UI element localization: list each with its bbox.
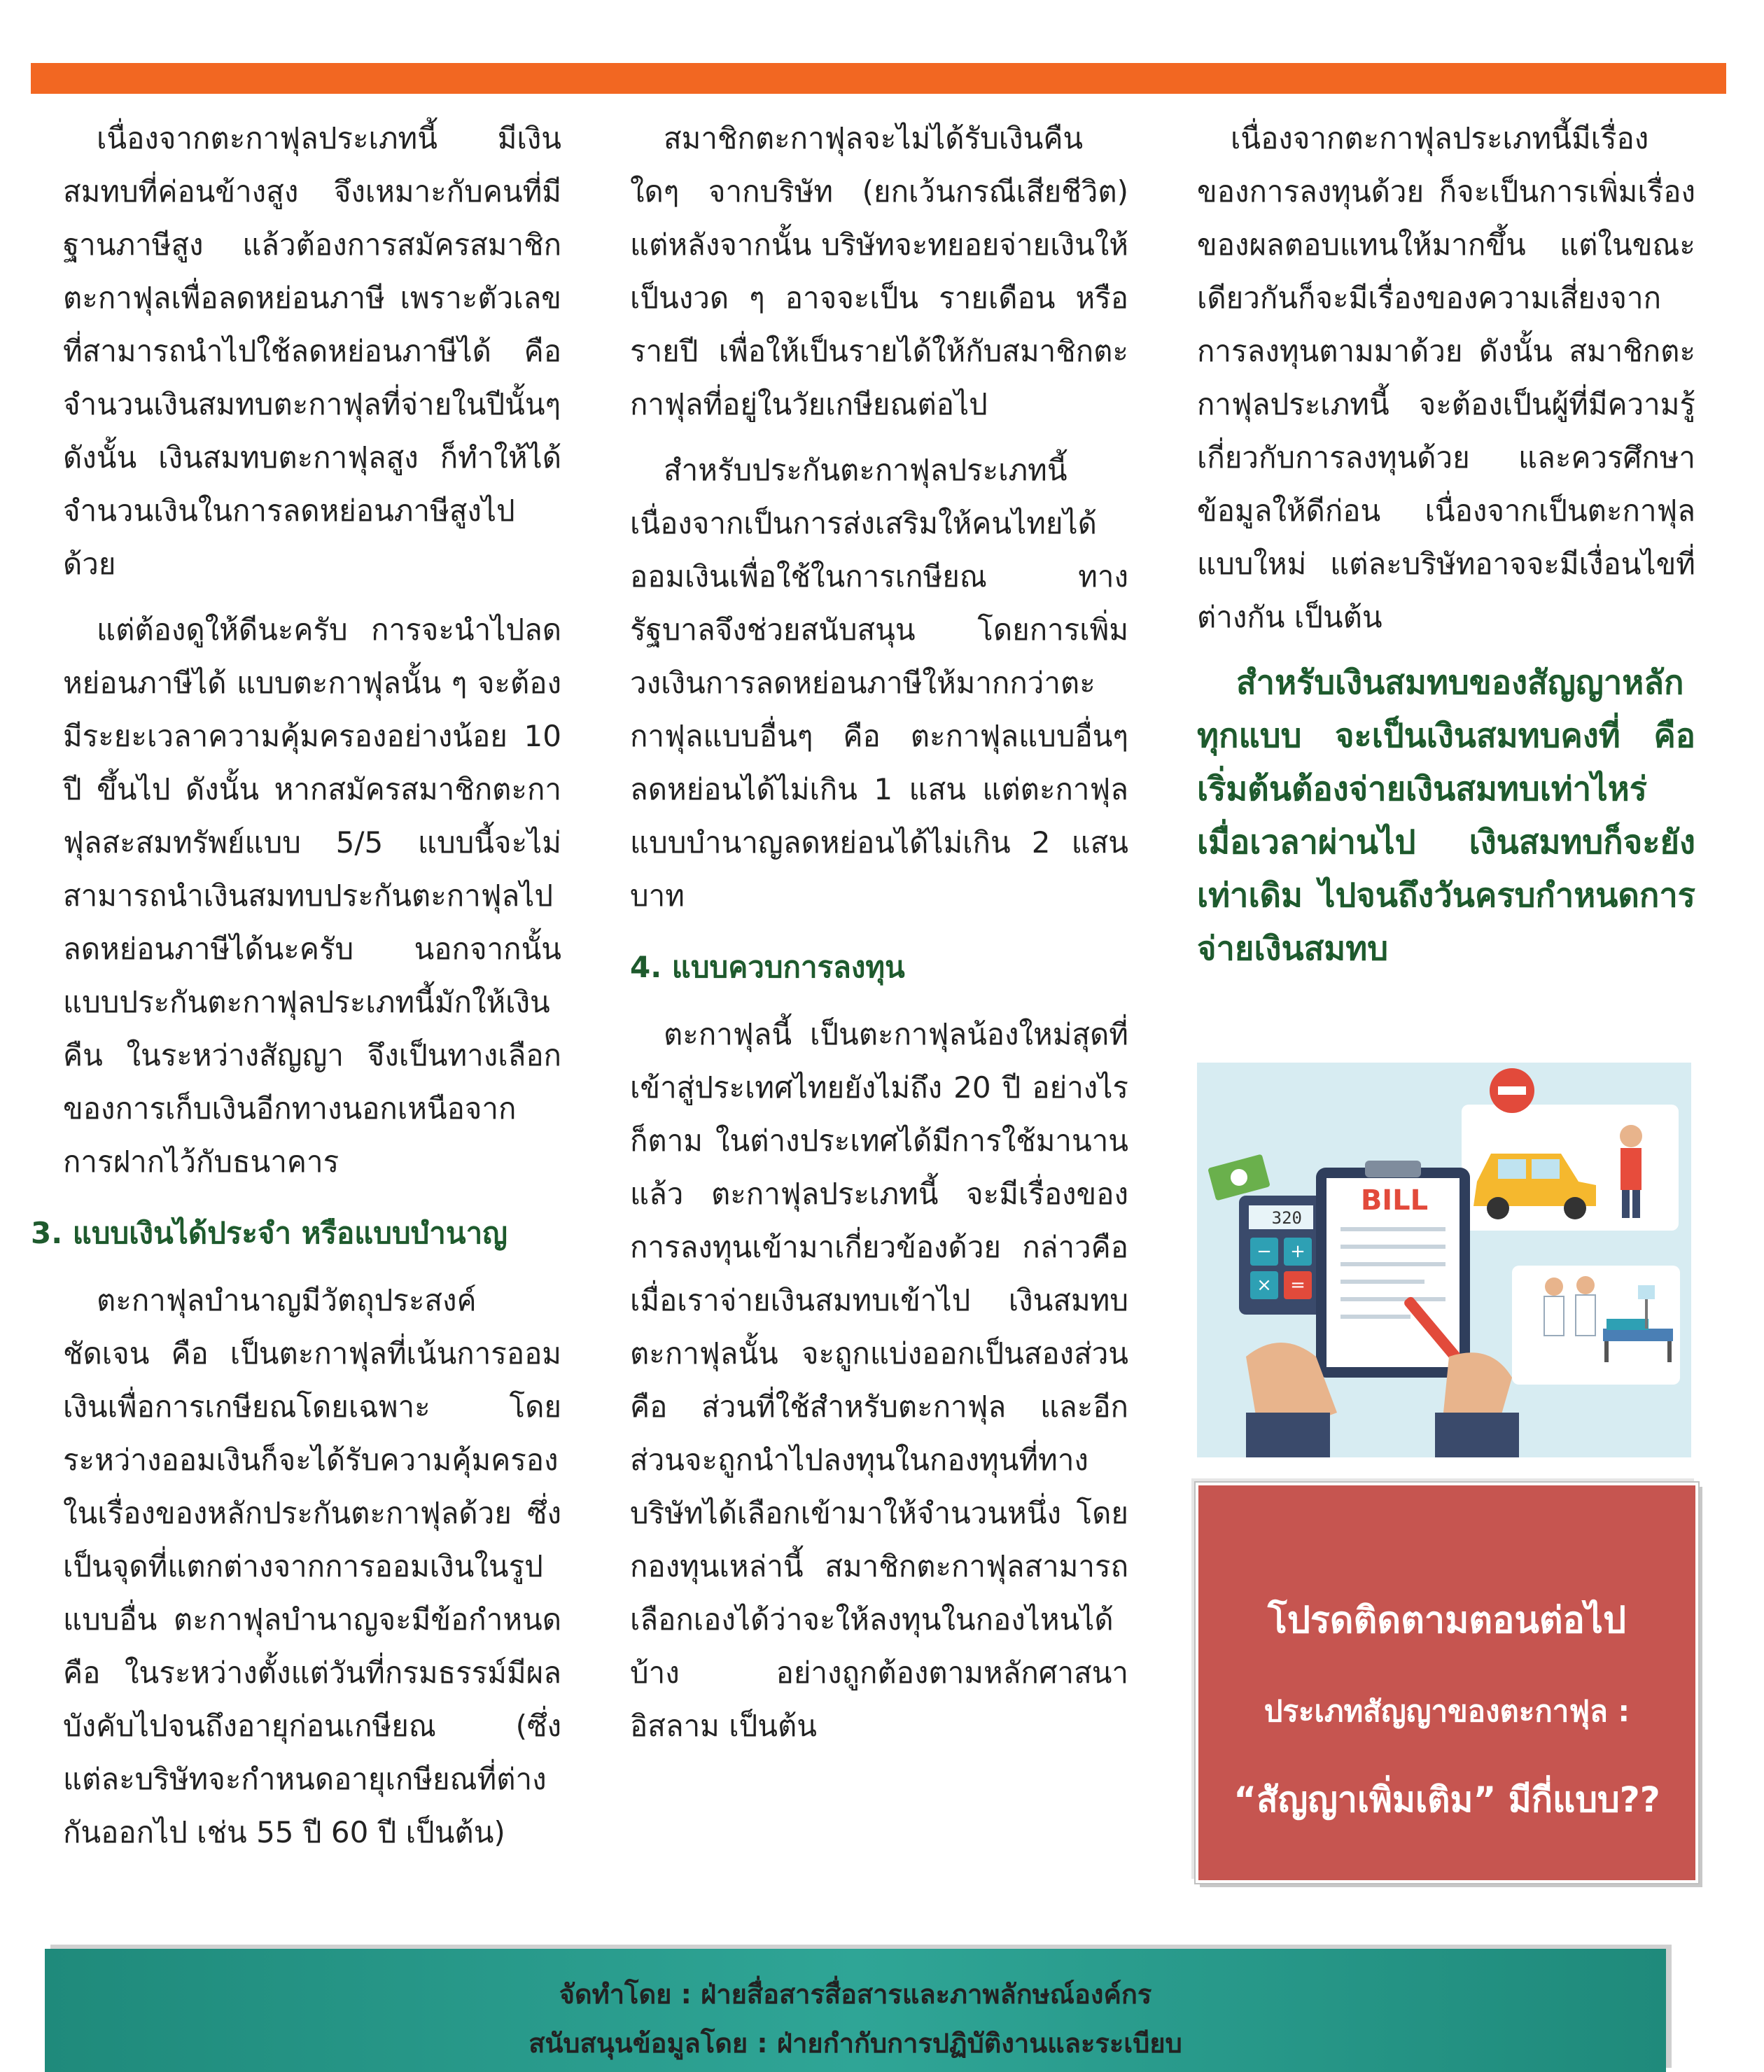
next-episode-title: โปรดติดตามตอนต่อไป — [1267, 1600, 1627, 1642]
column-3 — [1197, 112, 1695, 976]
footer-supported-by: สนับสนุนข้อมูลโดย : ฝ่ายกำกับการปฏิบัติงานและระเบียบ — [528, 2028, 1182, 2059]
column-2 — [630, 112, 1128, 1765]
footer-bar — [45, 1949, 1666, 2072]
bill-illustration-svg — [1197, 1063, 1691, 1457]
col3-paragraph-1: เนื่องจากตะกาฟุลประเภทนี้มีเรื่องของการลงทุนด้วย ก็จะเป็นการเพิ่มเรื่องของผลตอบแทนให้มากขึ้น แต่ในขณะเดียวกันก็จะมีเรื่องของความเสี่ยงจากการลงทุนตามมาด้วย ดังนั้น สมาชิกตะกาฟุลประเภทนี้ จะต้องเป็นผู้ที่มีความรู้เกี่ยวกับการลงทุนด้วย และควรศึกษาข้อมูลให้ดีก่อน เนื่องจากเป็นตะกาฟุลแบบใหม่ แต่ละบริษัทอาจจะมีเงื่อนไขที่ต่างกัน เป็นต้น — [1197, 121, 1695, 634]
next-episode-subtitle: ประเภทสัญญาของตะกาฟุล : — [1264, 1694, 1630, 1728]
col1-paragraph-1: เนื่องจากตะกาฟุลประเภทนี้ มีเงินสมทบที่ค่อนข้างสูง จึงเหมาะกับคนที่มีฐานภาษีสูง แล้วต้องการสมัครสมาชิกตะกาฟุลเพื่อลดหย่อนภาษี เพราะตัวเลขที่สามารถนำไปใช้ลดหย่อนภาษีได้ คือ จำนวนเงินสมทบตะกาฟุลที่จ่ายในปีนั้นๆ ดังนั้น เงินสมทบตะกาฟุลสูง ก็ทำให้ได้จำนวนเงินในการลดหย่อนภาษีสูงไปด้วย — [63, 121, 561, 581]
col2-paragraph-2: สำหรับประกันตะกาฟุลประเภทนี้ เนื่องจากเป็นการส่งเสริมให้คนไทยได้ออมเงินเพื่อใช้ในการเกษียณ ทางรัฐบาลจึงช่วยสนับสนุน โดยการเพิ่มวงเงินการลดหย่อนภาษีให้มากกว่าตะกาฟุลแบบอื่นๆ คือ ตะกาฟุลแบบอื่นๆ ลดหย่อนได้ไม่เกิน 1 แสน แต่ตะกาฟุลแบบบำนาญลดหย่อนได้ไม่เกิน 2 แสนบาท — [630, 453, 1128, 913]
calculator-key: + — [1290, 1241, 1306, 1262]
calculator-key: × — [1256, 1275, 1272, 1296]
calculator-icon — [1239, 1196, 1323, 1315]
section-heading-unit-linked: 4. แบบควบการลงทุน — [630, 950, 905, 984]
top-accent-bar — [31, 63, 1726, 94]
calculator-key: = — [1290, 1275, 1306, 1296]
col2-paragraph-1: สมาชิกตะกาฟุลจะไม่ได้รับเงินคืนใดๆ จากบริษัท (ยกเว้นกรณีเสียชีวิต) แต่หลังจากนั้น บริษัทจะทยอยจ่ายเงินให้เป็นงวด ๆ อาจจะเป็น รายเดือน หรือ รายปี เพื่อให้เป็นรายได้ให้กับสมาชิกตะกาฟุลที่อยู่ในวัยเกษียณต่อไป — [630, 121, 1128, 421]
col1-paragraph-3: ตะกาฟุลบำนาญมีวัตถุประสงค์ชัดเจน คือ เป็นตะกาฟุลที่เน้นการออมเงินเพื่อการเกษียณโดยเฉพาะ โดยระหว่างออมเงินก็จะได้รับความคุ้มครองในเรื่องของหลักประกันตะกาฟุลด้วย ซึ่งเป็นจุดที่แตกต่างจากการออมเงินในรูปแบบอื่น ตะกาฟุลบำนาญจะมีข้อกำหนด คือ ในระหว่างตั้งแต่วันที่กรมธรรม์มีผลบังคับไปจนถึงอายุก่อนเกษียณ (ซึ่งแต่ละบริษัทจะกำหนดอายุเกษียณที่ต่างกันออกไป เช่น 55 ปี 60 ปี เป็นต้น) — [63, 1283, 561, 1849]
footer-produced-by: จัดทำโดย : ฝ่ายสื่อสารสื่อสารและภาพลักษณ์องค์กร — [559, 1979, 1152, 2010]
calculator-key: − — [1256, 1241, 1272, 1262]
col1-paragraph-2: แต่ต้องดูให้ดีนะครับ การจะนำไปลดหย่อนภาษีได้ แบบตะกาฟุลนั้น ๆ จะต้องมีระยะเวลาความคุ้มครองอย่างน้อย 10 ปี ขึ้นไป ดังนั้น หากสมัครสมาชิกตะกาฟุลสะสมทรัพย์แบบ 5/5 แบบนี้จะไม่สามารถนำเงินสมทบประกันตะกาฟุลไปลดหย่อนภาษีได้นะครับ นอกจากนั้นแบบประกันตะกาฟุลประเภทนี้มักให้เงินคืน ในระหว่างสัญญา จึงเป็นทางเลือกของการเก็บเงินอีกทางนอกเหนือจากการฝากไว้กับธนาคาร — [63, 612, 561, 1179]
next-episode-topic: “สัญญาเพิ่มเติม” มีกี่แบบ?? — [1233, 1779, 1660, 1820]
column-1 — [31, 112, 561, 1872]
highlight-callout — [1197, 657, 1695, 976]
col2-paragraph-3: ตะกาฟุลนี้ เป็นตะกาฟุลน้องใหม่สุดที่เข้าสู่ประเทศไทยยังไม่ถึง 20 ปี อย่างไรก็ตาม ในต่างประเทศได้มีการใช้มานานแล้ว ตะกาฟุลประเภทนี้ จะมีเรื่องของการลงทุนเข้ามาเกี่ยวข้องด้วย กล่าวคือ เมื่อเราจ่ายเงินสมทบเข้าไป เงินสมทบตะกาฟุลนั้น จะถูกแบ่งออกเป็นสองส่วน คือ ส่วนที่ใช้สำหรับตะกาฟุล และอีกส่วนจะถูกนำไปลงทุนในกองทุนที่ทางบริษัทได้เลือกเข้ามาให้จำนวนหนึ่ง โดยกองทุนเหล่านี้ สมาชิกตะกาฟุลสามารถเลือกเองได้ว่าจะให้ลงทุนในกองไหนได้บ้าง อย่างถูกต้องตามหลักศาสนาอิสลาม เป็นต้น — [630, 1017, 1128, 1743]
bill-label: BILL — [1360, 1184, 1429, 1217]
bill-illustration — [1197, 1063, 1691, 1457]
next-episode-box — [1196, 1483, 1698, 1883]
calculator-display: 320 — [1271, 1208, 1302, 1228]
section-heading-annuity: 3. แบบเงินได้ประจำ หรือแบบบำนาญ — [31, 1216, 507, 1250]
callout-text: สำหรับเงินสมทบของสัญญาหลักทุกแบบ จะเป็นเงินสมทบคงที่ คือ เริ่มต้นต้องจ่ายเงินสมทบเท่าไหร่ เมื่อเวลาผ่านไป เงินสมทบก็จะยังเท่าเดิม ไปจนถึงวันครบกำหนดการจ่ายเงินสมทบ — [1197, 664, 1695, 968]
